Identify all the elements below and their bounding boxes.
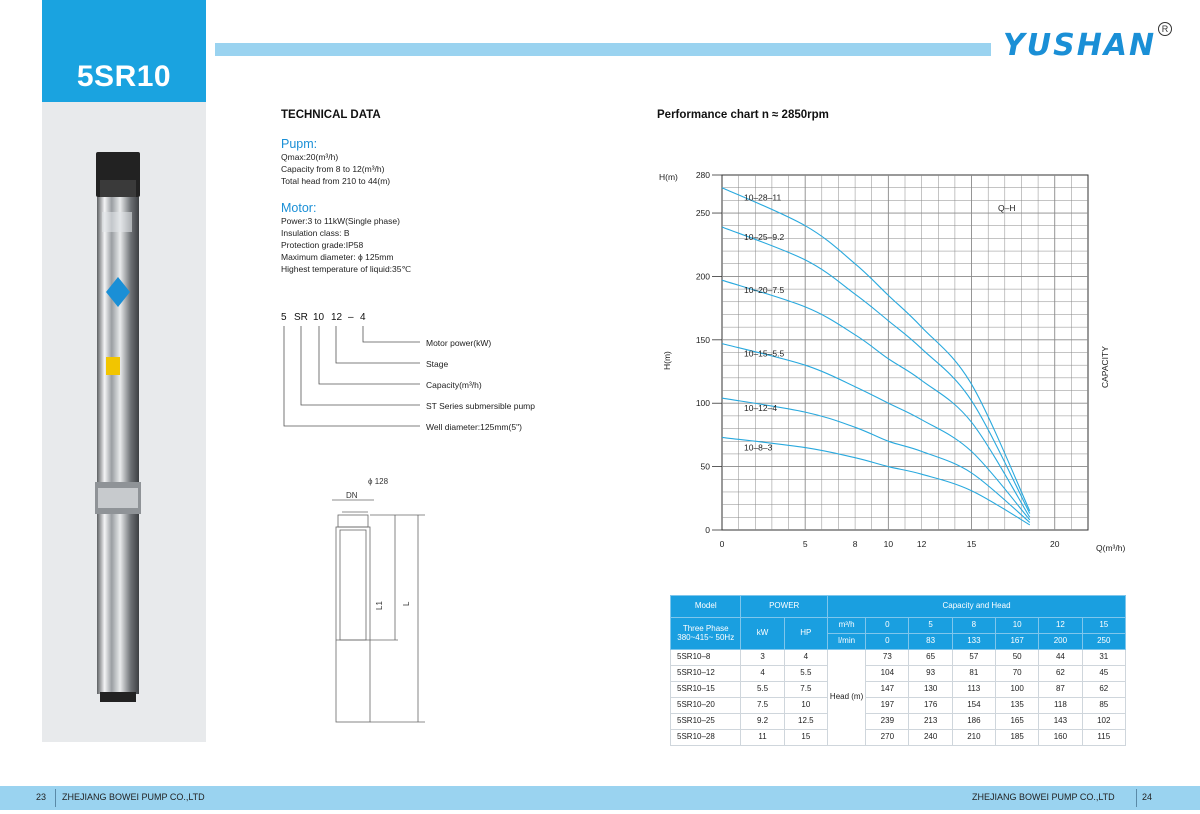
x-tick-label: 5 bbox=[802, 539, 808, 549]
row-hp: 12.5 bbox=[784, 714, 827, 730]
code-legend-item: Capacity(m³/h) bbox=[426, 380, 482, 390]
y-axis-side-label: H(m) bbox=[662, 351, 672, 370]
y-tick-label: 280 bbox=[695, 170, 710, 180]
row-value: 81 bbox=[952, 666, 995, 682]
capacity-side-label: CAPACITY bbox=[1100, 346, 1110, 388]
header-m3h-value: 10 bbox=[996, 618, 1039, 634]
table-header-row bbox=[671, 596, 1126, 618]
motor-spec-line: Maximum diameter: ϕ 125mm bbox=[281, 252, 394, 262]
row-value: 104 bbox=[866, 666, 909, 682]
code-part-diameter: 5 bbox=[281, 312, 287, 323]
y-tick-label: 50 bbox=[700, 461, 710, 472]
table-row bbox=[671, 666, 1126, 682]
row-value: 57 bbox=[952, 650, 995, 666]
row-value: 85 bbox=[1082, 698, 1125, 714]
row-value: 160 bbox=[1039, 730, 1082, 746]
row-kw: 11 bbox=[741, 730, 784, 746]
pump-heading: Pupm: bbox=[281, 137, 318, 151]
row-value: 65 bbox=[909, 650, 952, 666]
row-value: 100 bbox=[996, 682, 1039, 698]
header-lmin-unit: l/min bbox=[827, 634, 865, 650]
dn-label: DN bbox=[346, 491, 358, 500]
curve-10–15–5.5 bbox=[722, 344, 1030, 520]
x-tick-label: 20 bbox=[1049, 539, 1060, 549]
row-value: 130 bbox=[909, 682, 952, 698]
x-tick-label: 15 bbox=[966, 539, 977, 549]
header-lmin-value: 167 bbox=[996, 634, 1039, 650]
x-axis-label: Q(m³/h) bbox=[1096, 543, 1126, 553]
y-tick-label: 200 bbox=[695, 271, 710, 282]
row-kw: 7.5 bbox=[741, 698, 784, 714]
row-hp: 7.5 bbox=[784, 682, 827, 698]
row-value: 87 bbox=[1039, 682, 1082, 698]
row-hp: 4 bbox=[784, 650, 827, 666]
code-part-stage: 12 bbox=[331, 312, 343, 323]
x-tick-label: 0 bbox=[719, 539, 725, 549]
header-m3h-value: 5 bbox=[909, 618, 952, 634]
header-lmin-value: 133 bbox=[952, 634, 995, 650]
y-tick-label: 250 bbox=[695, 208, 710, 219]
motor-spec-line: Insulation class: B bbox=[281, 228, 350, 238]
curve-10–25–9.2 bbox=[722, 227, 1030, 514]
qh-label: Q–H bbox=[998, 203, 1016, 213]
row-value: 62 bbox=[1082, 682, 1125, 698]
row-value: 118 bbox=[1039, 698, 1082, 714]
row-kw: 5.5 bbox=[741, 682, 784, 698]
row-value: 102 bbox=[1082, 714, 1125, 730]
left-page-number: 23 bbox=[36, 792, 47, 802]
row-model: 5SR10–28 bbox=[671, 730, 741, 746]
row-value: 93 bbox=[909, 666, 952, 682]
table-row bbox=[671, 682, 1126, 698]
row-value: 270 bbox=[866, 730, 909, 746]
row-value: 45 bbox=[1082, 666, 1125, 682]
brand-logo: YUSHAN bbox=[1003, 28, 1157, 63]
row-value: 113 bbox=[952, 682, 995, 698]
curve-10–12–4 bbox=[722, 398, 1030, 522]
y-tick-label: 150 bbox=[695, 334, 710, 345]
header-m3h-value: 12 bbox=[1039, 618, 1082, 634]
row-value: 213 bbox=[909, 714, 952, 730]
table-header-row bbox=[671, 618, 1126, 634]
x-tick-label: 12 bbox=[916, 539, 927, 549]
code-legend-item: Motor power(kW) bbox=[426, 338, 492, 348]
code-part-power: 4 bbox=[360, 312, 366, 323]
header-power: POWER bbox=[741, 596, 828, 618]
row-model: 5SR10–25 bbox=[671, 714, 741, 730]
header-m3h-unit: m³/h bbox=[827, 618, 865, 634]
row-hp: 5.5 bbox=[784, 666, 827, 682]
row-kw: 3 bbox=[741, 650, 784, 666]
header-m3h-value: 0 bbox=[866, 618, 909, 634]
row-value: 50 bbox=[996, 650, 1039, 666]
x-tick-label: 10 bbox=[883, 539, 894, 549]
row-model: 5SR10–8 bbox=[671, 650, 741, 666]
row-model: 5SR10–15 bbox=[671, 682, 741, 698]
curve-label: 10–15–5.5 bbox=[744, 348, 785, 359]
row-value: 73 bbox=[866, 650, 909, 666]
pump-spec-line: Capacity from 8 to 12(m³/h) bbox=[281, 164, 385, 174]
x-tick-label: 8 bbox=[852, 539, 858, 549]
row-value: 210 bbox=[952, 730, 995, 746]
row-value: 143 bbox=[1039, 714, 1082, 730]
l-label: L bbox=[402, 601, 411, 606]
header-phase: Three Phase 380~415~ 50Hz bbox=[671, 618, 741, 650]
header-lmin-value: 83 bbox=[909, 634, 952, 650]
row-value: 31 bbox=[1082, 650, 1125, 666]
row-kw: 4 bbox=[741, 666, 784, 682]
header-model: Model bbox=[671, 596, 741, 618]
row-value: 147 bbox=[866, 682, 909, 698]
code-legend-item: Stage bbox=[426, 359, 449, 369]
footer-divider bbox=[1136, 789, 1137, 807]
model-title: 5SR10 bbox=[76, 60, 172, 93]
right-company-name: ZHEJIANG BOWEI PUMP CO.,LTD bbox=[972, 792, 1115, 802]
row-value: 165 bbox=[996, 714, 1039, 730]
motor-spec-line: Highest temperature of liquid:35℃ bbox=[281, 264, 412, 274]
row-value: 176 bbox=[909, 698, 952, 714]
footer-bar bbox=[0, 786, 1200, 810]
row-value: 240 bbox=[909, 730, 952, 746]
code-legend-item: Well diameter:125mm(5") bbox=[426, 422, 522, 432]
head-unit-label: Head (m) bbox=[827, 650, 865, 746]
row-value: 154 bbox=[952, 698, 995, 714]
row-value: 135 bbox=[996, 698, 1039, 714]
row-kw: 9.2 bbox=[741, 714, 784, 730]
performance-chart-title: Performance chart n ≈ 2850rpm bbox=[657, 109, 829, 121]
code-legend-item: ST Series submersible pump bbox=[426, 401, 535, 411]
header-hp: HP bbox=[784, 618, 827, 650]
performance-table bbox=[670, 595, 1126, 746]
code-part-dash: – bbox=[348, 312, 354, 323]
l1-label: L1 bbox=[375, 601, 384, 610]
pump-spec-line: Qmax:20(m³/h) bbox=[281, 152, 339, 162]
footer-divider bbox=[55, 789, 56, 807]
code-part-series: SR bbox=[294, 312, 308, 323]
header-m3h-value: 8 bbox=[952, 618, 995, 634]
diameter-label: ϕ 128 bbox=[368, 477, 389, 486]
row-value: 239 bbox=[866, 714, 909, 730]
header-lmin-value: 250 bbox=[1082, 634, 1125, 650]
header-capacity-head: Capacity and Head bbox=[827, 596, 1125, 618]
code-part-capacity: 10 bbox=[313, 312, 325, 323]
header-lmin-value: 0 bbox=[866, 634, 909, 650]
registered-mark: R bbox=[1158, 22, 1172, 36]
table-row bbox=[671, 714, 1126, 730]
curve-label: 10–28–11 bbox=[744, 192, 782, 203]
row-value: 115 bbox=[1082, 730, 1125, 746]
header-m3h-value: 15 bbox=[1082, 618, 1125, 634]
row-value: 44 bbox=[1039, 650, 1082, 666]
row-hp: 10 bbox=[784, 698, 827, 714]
curve-label: 10–25–9.2 bbox=[744, 231, 785, 242]
right-page-number: 24 bbox=[1142, 792, 1153, 802]
left-company-name: ZHEJIANG BOWEI PUMP CO.,LTD bbox=[62, 792, 205, 802]
row-value: 62 bbox=[1039, 666, 1082, 682]
row-value: 197 bbox=[866, 698, 909, 714]
pump-spec-line: Total head from 210 to 44(m) bbox=[281, 176, 391, 186]
table-row bbox=[671, 650, 1126, 666]
row-model: 5SR10–12 bbox=[671, 666, 741, 682]
table-row bbox=[671, 698, 1126, 714]
row-model: 5SR10–20 bbox=[671, 698, 741, 714]
header-lmin-value: 200 bbox=[1039, 634, 1082, 650]
curve-label: 10–20–7.5 bbox=[744, 285, 785, 296]
motor-spec-line: Power:3 to 11kW(Single phase) bbox=[281, 216, 400, 226]
y-tick-label: 0 bbox=[705, 525, 710, 535]
row-value: 70 bbox=[996, 666, 1039, 682]
motor-spec-line: Protection grade:IP58 bbox=[281, 240, 364, 250]
y-axis-top-label: H(m) bbox=[659, 172, 678, 182]
technical-data-title: TECHNICAL DATA bbox=[281, 109, 381, 121]
y-tick-label: 100 bbox=[695, 398, 710, 409]
table-row bbox=[671, 730, 1126, 746]
curve-label: 10–12–4 bbox=[744, 403, 778, 414]
motor-heading: Motor: bbox=[281, 201, 317, 215]
row-value: 186 bbox=[952, 714, 995, 730]
header-kw: kW bbox=[741, 618, 784, 650]
row-hp: 15 bbox=[784, 730, 827, 746]
curve-label: 10–8–3 bbox=[744, 442, 773, 453]
row-value: 185 bbox=[996, 730, 1039, 746]
